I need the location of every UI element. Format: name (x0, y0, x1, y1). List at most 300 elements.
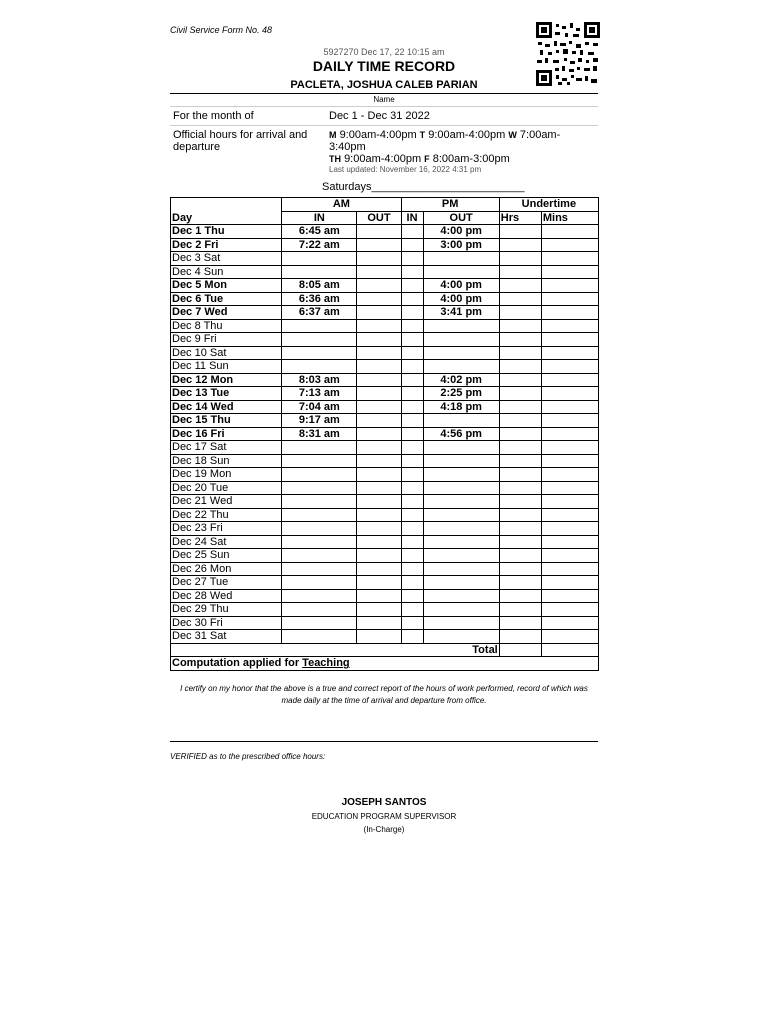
undertime-mins-cell (541, 535, 598, 549)
pm-out-cell (423, 495, 499, 509)
undertime-mins-cell (541, 468, 598, 482)
undertime-mins-cell (541, 630, 598, 644)
pm-in-cell (401, 549, 423, 563)
month-label: For the month of (173, 110, 254, 122)
pm-out-cell (423, 630, 499, 644)
am-out-cell (357, 495, 401, 509)
table-row (171, 495, 599, 509)
total-label: Total (171, 643, 500, 657)
computation-prefix: Computation applied for (172, 657, 303, 670)
table-row (171, 414, 599, 428)
am-in-cell (282, 630, 357, 644)
undertime-hrs-cell (499, 225, 541, 239)
am-out-cell (357, 346, 401, 360)
pm-out-cell: 2:25 pm (423, 387, 499, 401)
day-cell: Dec 7 Wed (171, 306, 282, 320)
pm-out-cell (423, 360, 499, 374)
schedule-day: T (419, 130, 426, 140)
am-in-cell (282, 481, 357, 495)
pm-in-cell (401, 319, 423, 333)
pm-out-cell: 4:18 pm (423, 400, 499, 414)
hours-row (170, 125, 598, 174)
table-row (171, 387, 599, 401)
pm-out-cell: 4:56 pm (423, 427, 499, 441)
pm-in-cell (401, 265, 423, 279)
pm-in-cell (401, 279, 423, 293)
am-in-cell (282, 522, 357, 536)
last-updated: Last updated: November 16, 2022 4:31 pm (329, 165, 482, 174)
header-pm-in: IN (401, 211, 423, 225)
schedule-line-2 (329, 153, 595, 165)
print-stamp: 5927270 Dec 17, 22 10:15 am (323, 47, 445, 57)
pm-in-cell (401, 346, 423, 360)
pm-in-cell (401, 373, 423, 387)
am-out-cell (357, 373, 401, 387)
header-pm-out: OUT (423, 211, 499, 225)
am-in-cell (282, 576, 357, 590)
undertime-mins-cell (541, 387, 598, 401)
day-cell: Dec 8 Thu (171, 319, 282, 333)
day-cell: Dec 15 Thu (171, 414, 282, 428)
pm-out-cell (423, 265, 499, 279)
day-cell: Dec 14 Wed (171, 400, 282, 414)
day-cell: Dec 29 Thu (171, 603, 282, 617)
am-in-cell: 9:17 am (282, 414, 357, 428)
undertime-hrs-cell (499, 549, 541, 563)
am-in-cell: 7:13 am (282, 387, 357, 401)
pm-out-cell (423, 346, 499, 360)
day-cell: Dec 31 Sat (171, 630, 282, 644)
total-row (171, 643, 599, 657)
undertime-hrs-cell (499, 279, 541, 293)
undertime-mins-cell (541, 373, 598, 387)
undertime-hrs-cell (499, 319, 541, 333)
am-out-cell (357, 535, 401, 549)
table-row (171, 562, 599, 576)
table-row (171, 616, 599, 630)
undertime-hrs-cell (499, 562, 541, 576)
undertime-hrs-cell (499, 454, 541, 468)
undertime-hrs-cell (499, 414, 541, 428)
am-out-cell (357, 589, 401, 603)
schedule-line-1 (329, 129, 595, 153)
pm-out-cell (423, 468, 499, 482)
day-cell: Dec 17 Sat (171, 441, 282, 455)
undertime-mins-cell (541, 414, 598, 428)
am-in-cell: 8:05 am (282, 279, 357, 293)
day-cell: Dec 20 Tue (171, 481, 282, 495)
am-out-cell (357, 441, 401, 455)
undertime-mins-cell (541, 346, 598, 360)
am-out-cell (357, 616, 401, 630)
day-cell: Dec 23 Fri (171, 522, 282, 536)
undertime-mins-cell (541, 576, 598, 590)
am-out-cell (357, 265, 401, 279)
undertime-mins-cell (541, 522, 598, 536)
undertime-hrs-cell (499, 522, 541, 536)
pm-in-cell (401, 225, 423, 239)
day-cell: Dec 27 Tue (171, 576, 282, 590)
am-in-cell (282, 603, 357, 617)
undertime-hrs-cell (499, 630, 541, 644)
undertime-mins-cell (541, 562, 598, 576)
am-in-cell: 7:22 am (282, 238, 357, 252)
total-mins (541, 643, 598, 657)
am-in-cell (282, 441, 357, 455)
pm-out-cell (423, 603, 499, 617)
pm-in-cell (401, 414, 423, 428)
day-cell: Dec 25 Sun (171, 549, 282, 563)
undertime-mins-cell (541, 306, 598, 320)
am-in-cell: 6:37 am (282, 306, 357, 320)
undertime-mins-cell (541, 481, 598, 495)
am-out-cell (357, 427, 401, 441)
schedule-hours: 9:00am-4:00pm (428, 129, 506, 141)
pm-in-cell (401, 522, 423, 536)
schedule-day: F (424, 154, 430, 164)
undertime-hrs-cell (499, 603, 541, 617)
pm-in-cell (401, 508, 423, 522)
pm-out-cell (423, 522, 499, 536)
undertime-hrs-cell (499, 576, 541, 590)
pm-in-cell (401, 589, 423, 603)
pm-out-cell (423, 414, 499, 428)
am-out-cell (357, 238, 401, 252)
pm-in-cell (401, 454, 423, 468)
am-in-cell (282, 508, 357, 522)
saturdays-line: Saturdays_________________________ (322, 181, 525, 193)
verified-text: VERIFIED as to the prescribed office hours: (170, 752, 326, 761)
table-body (171, 225, 599, 644)
am-out-cell (357, 630, 401, 644)
supervisor-note: (In-Charge) (363, 825, 405, 834)
undertime-mins-cell (541, 333, 598, 347)
month-row (170, 106, 598, 125)
am-in-cell (282, 589, 357, 603)
schedule-day: W (508, 130, 517, 140)
employee-name: PACLETA, JOSHUA CALEB PARIAN (290, 79, 478, 91)
undertime-mins-cell (541, 616, 598, 630)
pm-out-cell (423, 508, 499, 522)
table-row (171, 468, 599, 482)
pm-out-cell (423, 319, 499, 333)
pm-in-cell (401, 562, 423, 576)
table-row (171, 238, 599, 252)
am-in-cell (282, 468, 357, 482)
am-out-cell (357, 508, 401, 522)
pm-out-cell: 4:00 pm (423, 279, 499, 293)
undertime-hrs-cell (499, 265, 541, 279)
certification-text: I certify on my honor that the above is a true and correct report of the hours of work performed, record of which was made daily at the time of arrival and departure from office. (180, 684, 588, 705)
day-cell: Dec 5 Mon (171, 279, 282, 293)
pm-out-cell: 3:41 pm (423, 306, 499, 320)
table-row (171, 454, 599, 468)
table-row (171, 279, 599, 293)
table-row (171, 576, 599, 590)
day-cell: Dec 19 Mon (171, 468, 282, 482)
pm-in-cell (401, 468, 423, 482)
pm-in-cell (401, 333, 423, 347)
am-in-cell (282, 333, 357, 347)
undertime-mins-cell (541, 279, 598, 293)
am-in-cell (282, 360, 357, 374)
am-in-cell (282, 535, 357, 549)
undertime-mins-cell (541, 589, 598, 603)
am-in-cell (282, 319, 357, 333)
table-row (171, 522, 599, 536)
table-row (171, 292, 599, 306)
day-cell: Dec 13 Tue (171, 387, 282, 401)
day-cell: Dec 1 Thu (171, 225, 282, 239)
day-cell: Dec 22 Thu (171, 508, 282, 522)
am-out-cell (357, 400, 401, 414)
undertime-mins-cell (541, 265, 598, 279)
undertime-hrs-cell (499, 360, 541, 374)
header-am-in: IN (282, 211, 357, 225)
pm-in-cell (401, 252, 423, 266)
undertime-hrs-cell (499, 441, 541, 455)
am-out-cell (357, 522, 401, 536)
name-caption: Name (373, 95, 395, 104)
undertime-mins-cell (541, 360, 598, 374)
header-am-out: OUT (357, 211, 401, 225)
am-out-cell (357, 360, 401, 374)
am-out-cell (357, 387, 401, 401)
undertime-hrs-cell (499, 427, 541, 441)
undertime-mins-cell (541, 427, 598, 441)
undertime-hrs-cell (499, 495, 541, 509)
computation-cell (171, 657, 599, 671)
am-out-cell (357, 454, 401, 468)
day-cell: Dec 21 Wed (171, 495, 282, 509)
pm-in-cell (401, 427, 423, 441)
am-in-cell: 8:03 am (282, 373, 357, 387)
table-row (171, 630, 599, 644)
header-hrs: Hrs (499, 211, 541, 225)
header-row-1 (171, 198, 599, 212)
undertime-mins-cell (541, 238, 598, 252)
computation-row (171, 657, 599, 671)
pm-in-cell (401, 481, 423, 495)
undertime-mins-cell (541, 441, 598, 455)
day-cell: Dec 28 Wed (171, 589, 282, 603)
pm-out-cell: 4:00 pm (423, 225, 499, 239)
pm-in-cell (401, 400, 423, 414)
table-row (171, 508, 599, 522)
pm-in-cell (401, 495, 423, 509)
undertime-hrs-cell (499, 616, 541, 630)
form-number: Civil Service Form No. 48 (170, 25, 273, 35)
undertime-hrs-cell (499, 387, 541, 401)
schedule-day: M (329, 130, 337, 140)
pm-out-cell (423, 535, 499, 549)
signature-line (170, 741, 598, 742)
header-pm: PM (401, 198, 499, 212)
table-row (171, 535, 599, 549)
total-hrs (499, 643, 541, 657)
pm-out-cell (423, 441, 499, 455)
table-row (171, 481, 599, 495)
am-out-cell (357, 279, 401, 293)
am-out-cell (357, 306, 401, 320)
table-row (171, 252, 599, 266)
pm-out-cell (423, 616, 499, 630)
undertime-mins-cell (541, 319, 598, 333)
table-row (171, 373, 599, 387)
undertime-hrs-cell (499, 333, 541, 347)
am-out-cell (357, 481, 401, 495)
undertime-hrs-cell (499, 535, 541, 549)
day-cell: Dec 4 Sun (171, 265, 282, 279)
am-in-cell (282, 346, 357, 360)
am-in-cell (282, 495, 357, 509)
am-in-cell (282, 616, 357, 630)
undertime-mins-cell (541, 508, 598, 522)
schedule-hours: 7:00am-3:40pm (329, 129, 561, 153)
supervisor-title: EDUCATION PROGRAM SUPERVISOR (311, 812, 457, 821)
pm-out-cell (423, 562, 499, 576)
pm-out-cell (423, 252, 499, 266)
table-row (171, 225, 599, 239)
pm-out-cell: 3:00 pm (423, 238, 499, 252)
pm-out-cell (423, 333, 499, 347)
table-row (171, 265, 599, 279)
undertime-hrs-cell (499, 292, 541, 306)
am-out-cell (357, 292, 401, 306)
supervisor-name: JOSEPH SANTOS (341, 797, 427, 808)
table-row (171, 333, 599, 347)
schedule-hours: 9:00am-4:00pm (344, 153, 422, 165)
undertime-mins-cell (541, 603, 598, 617)
pm-in-cell (401, 387, 423, 401)
am-out-cell (357, 319, 401, 333)
am-in-cell (282, 562, 357, 576)
name-underline (170, 93, 598, 94)
schedule-day: TH (329, 154, 341, 164)
am-out-cell (357, 603, 401, 617)
pm-out-cell: 4:02 pm (423, 373, 499, 387)
day-cell: Dec 11 Sun (171, 360, 282, 374)
am-in-cell: 8:31 am (282, 427, 357, 441)
undertime-mins-cell (541, 400, 598, 414)
computation-type-link[interactable]: Teaching (302, 657, 350, 670)
hours-label: Official hours for arrival and departure (173, 129, 308, 153)
am-in-cell (282, 265, 357, 279)
header-row-2 (171, 211, 599, 225)
pm-in-cell (401, 535, 423, 549)
day-cell: Dec 30 Fri (171, 616, 282, 630)
header-blank (171, 198, 282, 212)
table-row (171, 427, 599, 441)
page-title: DAILY TIME RECORD (312, 58, 456, 74)
day-cell: Dec 26 Mon (171, 562, 282, 576)
info-section (170, 106, 598, 174)
undertime-hrs-cell (499, 508, 541, 522)
schedule-hours: 9:00am-4:00pm (339, 129, 417, 141)
pm-out-cell (423, 481, 499, 495)
header-am: AM (282, 198, 401, 212)
undertime-hrs-cell (499, 238, 541, 252)
am-in-cell (282, 549, 357, 563)
hours-value (326, 126, 598, 174)
pm-in-cell (401, 306, 423, 320)
table-row (171, 306, 599, 320)
am-in-cell (282, 252, 357, 266)
pm-in-cell (401, 238, 423, 252)
table-row (171, 346, 599, 360)
schedule-hours: 8:00am-3:00pm (432, 153, 510, 165)
undertime-hrs-cell (499, 252, 541, 266)
table-row (171, 549, 599, 563)
am-out-cell (357, 414, 401, 428)
undertime-hrs-cell (499, 306, 541, 320)
pm-in-cell (401, 616, 423, 630)
time-record-table (170, 197, 599, 671)
am-in-cell: 6:45 am (282, 225, 357, 239)
pm-out-cell (423, 454, 499, 468)
pm-out-cell: 4:00 pm (423, 292, 499, 306)
pm-out-cell (423, 549, 499, 563)
pm-out-cell (423, 589, 499, 603)
undertime-mins-cell (541, 495, 598, 509)
undertime-hrs-cell (499, 400, 541, 414)
undertime-mins-cell (541, 225, 598, 239)
day-cell: Dec 10 Sat (171, 346, 282, 360)
day-cell: Dec 2 Fri (171, 238, 282, 252)
pm-in-cell (401, 292, 423, 306)
day-cell: Dec 12 Mon (171, 373, 282, 387)
table-row (171, 441, 599, 455)
header-mins: Mins (541, 211, 598, 225)
day-cell: Dec 16 Fri (171, 427, 282, 441)
pm-in-cell (401, 603, 423, 617)
am-in-cell: 6:36 am (282, 292, 357, 306)
undertime-hrs-cell (499, 589, 541, 603)
undertime-mins-cell (541, 549, 598, 563)
pm-in-cell (401, 576, 423, 590)
undertime-mins-cell (541, 292, 598, 306)
undertime-hrs-cell (499, 346, 541, 360)
am-out-cell (357, 225, 401, 239)
table-row (171, 589, 599, 603)
am-in-cell: 7:04 am (282, 400, 357, 414)
am-out-cell (357, 562, 401, 576)
day-cell: Dec 6 Tue (171, 292, 282, 306)
undertime-hrs-cell (499, 468, 541, 482)
am-out-cell (357, 252, 401, 266)
am-out-cell (357, 333, 401, 347)
month-value: Dec 1 - Dec 31 2022 (329, 110, 430, 122)
day-cell: Dec 9 Fri (171, 333, 282, 347)
header-undertime: Undertime (499, 198, 598, 212)
am-out-cell (357, 549, 401, 563)
header-day: Day (171, 211, 282, 225)
undertime-mins-cell (541, 454, 598, 468)
table-row (171, 360, 599, 374)
pm-in-cell (401, 441, 423, 455)
table-row (171, 603, 599, 617)
day-cell: Dec 3 Sat (171, 252, 282, 266)
day-cell: Dec 24 Sat (171, 535, 282, 549)
undertime-hrs-cell (499, 481, 541, 495)
day-cell: Dec 18 Sun (171, 454, 282, 468)
table-row (171, 400, 599, 414)
undertime-mins-cell (541, 252, 598, 266)
pm-out-cell (423, 576, 499, 590)
table-row (171, 319, 599, 333)
pm-in-cell (401, 360, 423, 374)
pm-in-cell (401, 630, 423, 644)
